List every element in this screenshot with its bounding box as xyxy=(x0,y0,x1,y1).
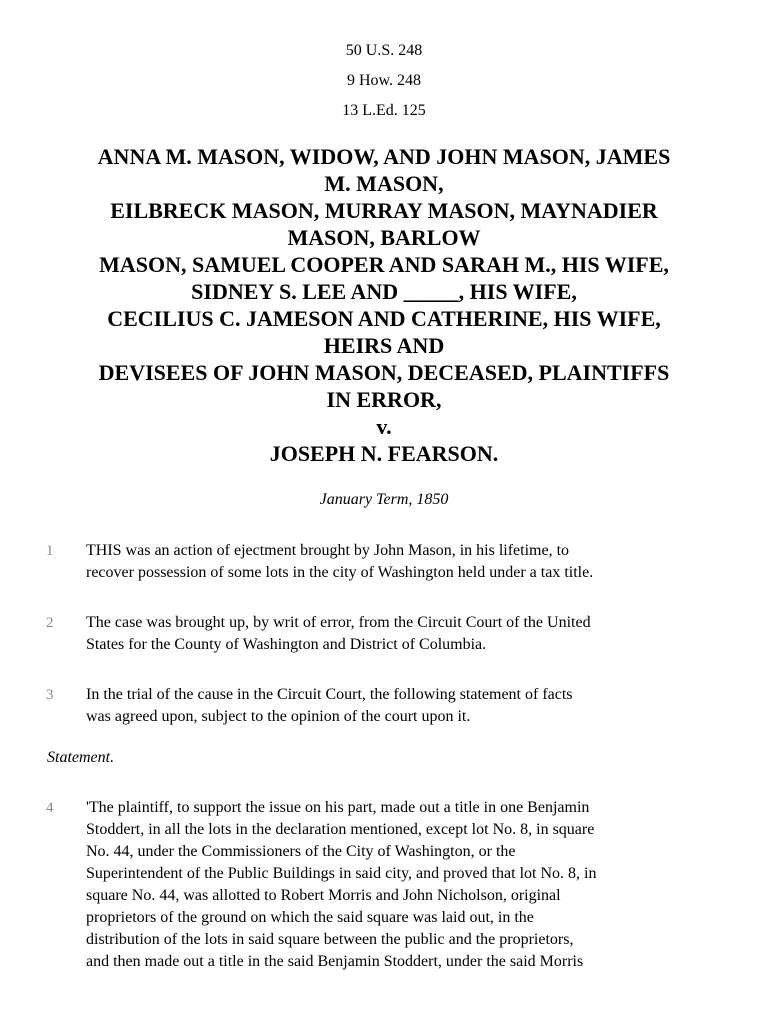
caption-line: ANNA M. MASON, WIDOW, AND JOHN MASON, JAMES xyxy=(97,144,671,169)
citations xyxy=(0,36,768,126)
paragraph-line: THIS was an action of ejectment brought by John Mason, in his lifetime, to xyxy=(86,542,570,559)
paragraph-text xyxy=(86,797,726,973)
caption-line: SIDNEY S. LEE AND _____, HIS WIFE, xyxy=(191,279,577,304)
paragraph-text xyxy=(86,540,726,584)
citation-us-reports: 50 U.S. 248 xyxy=(345,42,423,59)
caption-line: CECILIUS C. JAMESON AND CATHERINE, HIS WIFE, xyxy=(107,306,661,331)
paragraph-line: recover possession of some lots in the city of Washington held under a tax title. xyxy=(86,564,594,581)
paragraph-line: was agreed upon, subject to the opinion of the court upon it. xyxy=(86,708,471,725)
paragraph-text xyxy=(86,612,726,656)
term-date: January Term, 1850 xyxy=(319,491,449,508)
paragraph-line: square No. 44, was allotted to Robert Morris and John Nicholson, original xyxy=(86,887,561,904)
paragraph-line: The case was brought up, by writ of error, from the Circuit Court of the United xyxy=(86,614,591,631)
caption-line: EILBRECK MASON, MURRAY MASON, MAYNADIER xyxy=(110,198,658,223)
citation-howard: 9 How. 248 xyxy=(346,72,422,89)
caption-line: IN ERROR, xyxy=(326,387,442,412)
paragraph-number: 3 xyxy=(46,687,54,703)
citation-lawyers-edition: 13 L.Ed. 125 xyxy=(342,102,426,119)
statement-heading: Statement. xyxy=(47,749,115,766)
caption-line: M. MASON, xyxy=(324,171,444,196)
caption-line: v. xyxy=(376,414,392,439)
paragraph-line: No. 44, under the Commissioners of the City of Washington, or the xyxy=(86,843,516,860)
paragraph-text xyxy=(86,684,726,728)
caption-line: HEIRS AND xyxy=(323,333,445,358)
paragraph-line: 'The plaintiff, to support the issue on his part, made out a title in one Benjamin xyxy=(86,799,590,816)
caption-line: JOSEPH N. FEARSON. xyxy=(269,441,499,466)
paragraph-line: distribution of the lots in said square between the public and the proprietors, xyxy=(86,931,574,948)
case-caption xyxy=(40,143,728,467)
caption-line: MASON, BARLOW xyxy=(287,225,481,250)
caption-line: MASON, SAMUEL COOPER AND SARAH M., HIS WIFE, xyxy=(99,252,669,277)
paragraph-number: 4 xyxy=(46,800,54,816)
paragraph-line: In the trial of the cause in the Circuit Court, the following statement of facts xyxy=(86,686,573,703)
paragraph-line: and then made out a title in the said Benjamin Stoddert, under the said Morris xyxy=(86,953,584,970)
paragraph-line: proprietors of the ground on which the said square was laid out, in the xyxy=(86,909,534,926)
paragraph-line: Stoddert, in all the lots in the declaration mentioned, except lot No. 8, in square xyxy=(86,821,595,838)
paragraph-line: States for the County of Washington and District of Columbia. xyxy=(86,636,487,653)
paragraph-number: 1 xyxy=(46,543,54,559)
caption-line: DEVISEES OF JOHN MASON, DECEASED, PLAINTIFFS xyxy=(98,360,670,385)
paragraph-line: Superintendent of the Public Buildings in said city, and proved that lot No. 8, in xyxy=(86,865,597,882)
paragraph-number: 2 xyxy=(46,615,54,631)
